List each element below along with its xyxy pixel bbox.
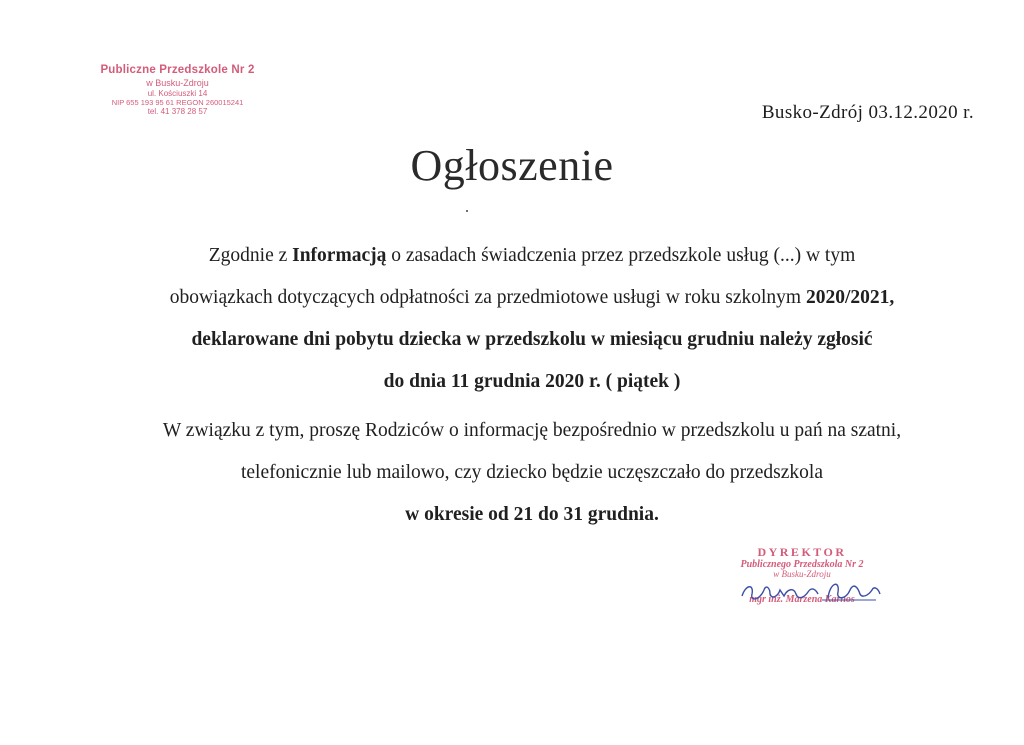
place-date: Busko-Zdrój 03.12.2020 r.: [761, 102, 974, 123]
bold-text: Informacją: [292, 245, 387, 266]
signature-stroke: [742, 587, 818, 599]
bold-text: deklarowane dni pobytu dziecka w przedszkolu w miesiącu grudniu należy zgłosić: [191, 329, 873, 350]
text-span: obowiązkach dotyczących odpłatności za przedmiotowe usługi w roku szkolnym: [169, 287, 806, 308]
bold-text: 2020/2021,: [805, 287, 895, 308]
bold-text: do dnia 11 grudnia 2020 r. ( piątek ): [383, 371, 681, 392]
signature-stroke: [828, 584, 880, 598]
announcement-paragraph-1: [40, 235, 1024, 403]
director-stamp-town: w Busku-Zdroju: [773, 569, 831, 580]
director-stamp-name: mgr inż. Marzena Karnos: [749, 594, 855, 606]
signature: [736, 574, 886, 608]
text-span: Zgodnie z: [208, 245, 293, 266]
school-stamp-phone: tel. 41 378 28 57: [147, 107, 208, 117]
paragraph-1-line-3: [40, 319, 1024, 361]
paragraph-1-line-4: [40, 361, 1024, 403]
paragraph-2-line-3: [40, 494, 1024, 536]
school-stamp-street: ul. Kościuszki 14: [147, 88, 208, 98]
text-span: o zasadach świadczenia przez przedszkole usług (...) w tym: [386, 245, 856, 266]
school-stamp-name: Publiczne Przedszkole Nr 2: [100, 64, 255, 76]
paragraph-1-line-1: [40, 235, 1024, 277]
paragraph-2-line-2: telefonicznie lub mailowo, czy dziecko będzie uczęszczało do przedszkola: [240, 462, 823, 483]
page-title: Ogłoszenie: [410, 141, 614, 190]
paragraph-1-line-2: [40, 277, 1024, 319]
paragraph-2-line-1: W związku z tym, proszę Rodziców o informację bezpośrednio w przedszkolu u pań na szatni,: [162, 420, 902, 441]
school-stamp-town: w Busku-Zdroju: [146, 77, 209, 88]
ink-dot: [466, 210, 468, 212]
school-stamp-ids: NIP 655 193 95 61 REGON 260015241: [111, 98, 244, 108]
director-stamp-title: DYREKTOR: [757, 545, 847, 559]
bold-text: w okresie od 21 do 31 grudnia.: [405, 504, 659, 525]
director-stamp-school: Publicznego Przedszkola Nr 2: [740, 559, 864, 571]
school-stamp: [90, 64, 265, 117]
announcement-paragraph-2: [40, 410, 1024, 536]
